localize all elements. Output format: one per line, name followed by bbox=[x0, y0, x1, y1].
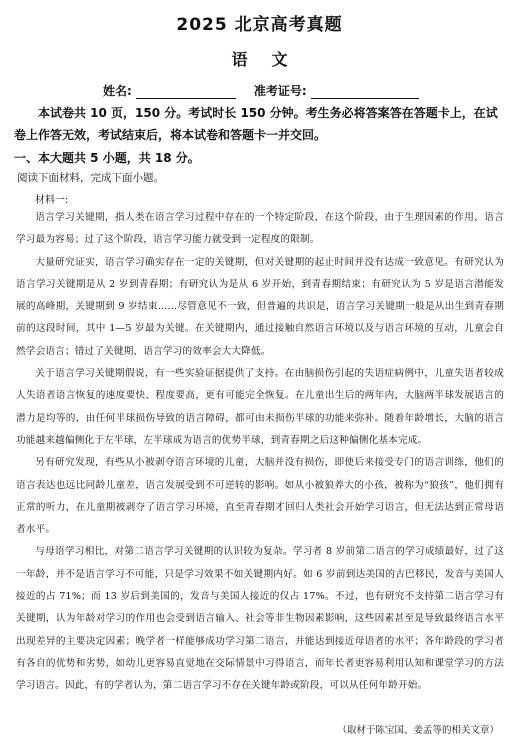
exam-title: 2025 北京高考真题 bbox=[176, 15, 343, 35]
name-field[interactable] bbox=[136, 86, 236, 99]
material-label: 材料一: bbox=[35, 195, 69, 206]
section-heading: 一、本大题共 5 小题，共 18 分。 bbox=[14, 151, 200, 165]
exam-number-field[interactable] bbox=[311, 86, 419, 99]
paragraph: 与母语学习相比，对第二语言学习关键期的认识较为复杂。学习者 8 岁前第二语言的学习成绩最好，过了这一年龄，并不是语言学习不可能，只是学习效果不如关键期内好。如 6 岁前到达美国的古巴移民，发音与美国人接近的占 71%；而 13 岁后到美国的，发音与美国人接近的仅占 17%。不过，也有研究不支持第二语言学习有关键期，认为年龄对学习的作用也会受到语言输入、社会等非生物因素影响，这些因素甚至是导致最终语言水平出现差异的主要决定因素；晚学者一样能够成功学习第二语言，并能达到接近母语者的水平；各年龄段的学习者有各自的优势和劣势，如幼儿更容易直觉地在交际情景中习得语言，而年长者更容易利用认知和课堂学习的方法学习语言。因此，有的学者认为，第二语言学习不存在关键年龄或阶段，可以从任何年龄开始。 bbox=[16, 546, 504, 692]
exam-number-label: 准考证号: bbox=[253, 84, 307, 98]
name-label: 姓名: bbox=[103, 84, 132, 98]
paragraph: 语言学习关键期，指人类在语言学习过程中存在的一个特定阶段，在这个阶段，由于生理因素的作用，语言学习最为容易；过了这个阶段，语言学习能力就受到一定程度的限制。 bbox=[16, 212, 504, 246]
paragraph: 另有研究发现，有些从小被剥夺语言环境的儿童，大脑并没有损伤，即使后来接受专门的语言训练，他们的语言表达也远比同龄儿童差，语言发展受到不可逆转的影响。如从小被狼养大的小孩，被称为“狼孩”，他们拥有正常的听力，在儿童期被剥夺了语言学习环境，直至青春期才回归人类社会开始学习语言，但无法达到正常母语者水平。 bbox=[16, 457, 504, 536]
subject-title: 语文 bbox=[231, 50, 312, 69]
paragraph: 大量研究证实，语言学习确实存在一定的关键期，但对关键期的起止时间并没有达成一致意见。有研究认为语言学习关键期是从 2 岁到青春期；有研究认为是从 6 岁开始，到青春期结束；有研究认为 5 岁是语言潜能发展的高峰期，关键期到 9 岁结束……尽管意见不一致，但普遍的共识是，语言学习关键期一般是从出生到青春期前的这段时间，其中 1—5 岁最为关键。在关键期内，通过接触自然语言环境以及与语言环境的互动，儿童会自然学会语言；错过了关键期，语言学习的效率会大大降低。 bbox=[16, 256, 504, 357]
paragraph: 关于语言学习关键期假说，有一些实验证据提供了支持。在由脑损伤引起的失语症病例中，儿童失语者较成人失语者语言恢复的速度要快、程度要高，更有可能完全恢复。在儿童出生后的两年内，大脑两半球发展语言的潜力是均等的，由任何半球损伤导致的语言障碍，都可由未损伤半球的功能来弥补。随着年龄增长，大脑的语言功能越来越偏侧化于左半球，左半球成为语言的优势半球，到青春期之后这种偏侧化基本完成。 bbox=[16, 368, 504, 446]
source-citation: （取材于陈宝国、姜孟等的相关文章） bbox=[337, 725, 499, 736]
section-lead: 阅读下面材料，完成下面小题。 bbox=[17, 172, 164, 184]
passage bbox=[16, 207, 504, 698]
id-fields bbox=[103, 82, 431, 99]
exam-instructions: 本试卷共 10 页，150 分。考试时长 150 分钟。考生务必将答案答在答题卡上，在试卷上作答无效，考试结束后，将本试卷和答题卡一并交回。 bbox=[14, 106, 498, 142]
